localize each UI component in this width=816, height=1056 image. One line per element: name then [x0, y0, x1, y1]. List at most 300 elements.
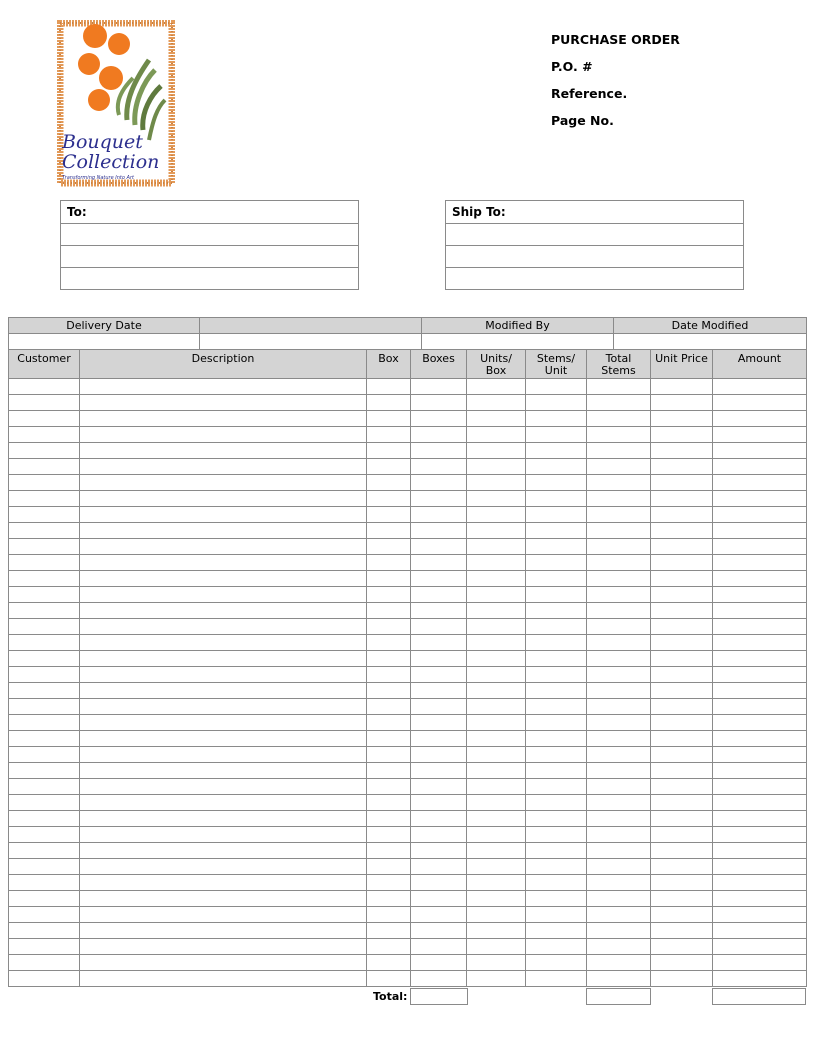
item-cell[interactable]	[367, 571, 411, 587]
item-cell[interactable]	[467, 555, 526, 571]
item-cell[interactable]	[651, 971, 713, 987]
item-cell[interactable]	[526, 491, 587, 507]
item-cell[interactable]	[467, 843, 526, 859]
item-cell[interactable]	[651, 747, 713, 763]
item-cell[interactable]	[411, 843, 467, 859]
item-cell[interactable]	[80, 955, 367, 971]
item-cell[interactable]	[411, 795, 467, 811]
item-cell[interactable]	[367, 539, 411, 555]
item-cell[interactable]	[80, 891, 367, 907]
item-cell[interactable]	[587, 539, 651, 555]
item-cell[interactable]	[9, 795, 80, 811]
item-cell[interactable]	[9, 827, 80, 843]
item-cell[interactable]	[367, 763, 411, 779]
item-cell[interactable]	[367, 619, 411, 635]
item-cell[interactable]	[713, 395, 807, 411]
item-cell[interactable]	[467, 507, 526, 523]
item-cell[interactable]	[9, 555, 80, 571]
item-cell[interactable]	[367, 715, 411, 731]
item-cell[interactable]	[587, 731, 651, 747]
item-cell[interactable]	[713, 491, 807, 507]
item-cell[interactable]	[411, 667, 467, 683]
item-cell[interactable]	[526, 827, 587, 843]
item-cell[interactable]	[411, 651, 467, 667]
item-cell[interactable]	[713, 763, 807, 779]
item-cell[interactable]	[411, 907, 467, 923]
item-cell[interactable]	[526, 443, 587, 459]
ship-to-address-line[interactable]	[446, 245, 743, 267]
item-cell[interactable]	[587, 795, 651, 811]
item-cell[interactable]	[367, 907, 411, 923]
item-cell[interactable]	[367, 491, 411, 507]
item-cell[interactable]	[526, 955, 587, 971]
item-cell[interactable]	[367, 955, 411, 971]
item-cell[interactable]	[651, 411, 713, 427]
item-cell[interactable]	[9, 763, 80, 779]
item-cell[interactable]	[9, 411, 80, 427]
item-cell[interactable]	[367, 795, 411, 811]
item-cell[interactable]	[80, 683, 367, 699]
modified-by-cell[interactable]	[422, 334, 614, 350]
item-cell[interactable]	[80, 651, 367, 667]
item-cell[interactable]	[467, 683, 526, 699]
item-cell[interactable]	[367, 635, 411, 651]
ship-to-address-line[interactable]	[446, 223, 743, 245]
item-cell[interactable]	[80, 475, 367, 491]
item-cell[interactable]	[9, 731, 80, 747]
item-cell[interactable]	[467, 699, 526, 715]
item-cell[interactable]	[651, 827, 713, 843]
item-cell[interactable]	[587, 683, 651, 699]
item-cell[interactable]	[367, 651, 411, 667]
item-cell[interactable]	[651, 587, 713, 603]
item-cell[interactable]	[411, 747, 467, 763]
item-cell[interactable]	[9, 779, 80, 795]
item-cell[interactable]	[651, 731, 713, 747]
item-cell[interactable]	[587, 939, 651, 955]
item-cell[interactable]	[411, 427, 467, 443]
item-cell[interactable]	[9, 923, 80, 939]
item-cell[interactable]	[467, 747, 526, 763]
item-cell[interactable]	[713, 475, 807, 491]
item-cell[interactable]	[526, 603, 587, 619]
item-cell[interactable]	[587, 523, 651, 539]
item-cell[interactable]	[80, 443, 367, 459]
item-cell[interactable]	[526, 779, 587, 795]
item-cell[interactable]	[713, 427, 807, 443]
item-cell[interactable]	[526, 731, 587, 747]
item-cell[interactable]	[713, 635, 807, 651]
item-cell[interactable]	[651, 491, 713, 507]
item-cell[interactable]	[367, 811, 411, 827]
item-cell[interactable]	[80, 555, 367, 571]
item-cell[interactable]	[367, 875, 411, 891]
item-cell[interactable]	[367, 971, 411, 987]
item-cell[interactable]	[651, 683, 713, 699]
to-address-line[interactable]	[61, 245, 358, 267]
item-cell[interactable]	[467, 779, 526, 795]
item-cell[interactable]	[367, 459, 411, 475]
item-cell[interactable]	[651, 523, 713, 539]
item-cell[interactable]	[651, 395, 713, 411]
item-cell[interactable]	[526, 747, 587, 763]
to-address-line[interactable]	[61, 267, 358, 289]
item-cell[interactable]	[713, 955, 807, 971]
item-cell[interactable]	[9, 699, 80, 715]
item-cell[interactable]	[587, 651, 651, 667]
item-cell[interactable]	[367, 843, 411, 859]
item-cell[interactable]	[526, 923, 587, 939]
item-cell[interactable]	[467, 923, 526, 939]
total-amount-field[interactable]	[712, 988, 806, 1005]
item-cell[interactable]	[367, 395, 411, 411]
item-cell[interactable]	[651, 619, 713, 635]
item-cell[interactable]	[80, 971, 367, 987]
item-cell[interactable]	[367, 939, 411, 955]
item-cell[interactable]	[526, 843, 587, 859]
item-cell[interactable]	[9, 651, 80, 667]
item-cell[interactable]	[526, 891, 587, 907]
item-cell[interactable]	[713, 811, 807, 827]
item-cell[interactable]	[367, 667, 411, 683]
item-cell[interactable]	[651, 843, 713, 859]
item-cell[interactable]	[367, 827, 411, 843]
item-cell[interactable]	[467, 795, 526, 811]
item-cell[interactable]	[467, 859, 526, 875]
item-cell[interactable]	[526, 699, 587, 715]
item-cell[interactable]	[526, 795, 587, 811]
item-cell[interactable]	[526, 379, 587, 395]
item-cell[interactable]	[651, 907, 713, 923]
item-cell[interactable]	[9, 939, 80, 955]
item-cell[interactable]	[526, 907, 587, 923]
item-cell[interactable]	[467, 475, 526, 491]
item-cell[interactable]	[367, 731, 411, 747]
item-cell[interactable]	[587, 843, 651, 859]
item-cell[interactable]	[713, 827, 807, 843]
item-cell[interactable]	[467, 875, 526, 891]
item-cell[interactable]	[80, 859, 367, 875]
item-cell[interactable]	[713, 683, 807, 699]
item-cell[interactable]	[526, 811, 587, 827]
item-cell[interactable]	[80, 795, 367, 811]
item-cell[interactable]	[467, 907, 526, 923]
item-cell[interactable]	[411, 939, 467, 955]
item-cell[interactable]	[713, 939, 807, 955]
item-cell[interactable]	[9, 843, 80, 859]
item-cell[interactable]	[587, 635, 651, 651]
item-cell[interactable]	[651, 651, 713, 667]
item-cell[interactable]	[411, 555, 467, 571]
item-cell[interactable]	[367, 379, 411, 395]
to-address-line[interactable]	[61, 223, 358, 245]
item-cell[interactable]	[367, 699, 411, 715]
item-cell[interactable]	[80, 379, 367, 395]
item-cell[interactable]	[651, 475, 713, 491]
item-cell[interactable]	[80, 747, 367, 763]
item-cell[interactable]	[80, 587, 367, 603]
item-cell[interactable]	[80, 395, 367, 411]
item-cell[interactable]	[367, 475, 411, 491]
item-cell[interactable]	[587, 763, 651, 779]
item-cell[interactable]	[411, 523, 467, 539]
item-cell[interactable]	[467, 571, 526, 587]
item-cell[interactable]	[713, 555, 807, 571]
item-cell[interactable]	[587, 715, 651, 731]
item-cell[interactable]	[80, 939, 367, 955]
item-cell[interactable]	[713, 539, 807, 555]
item-cell[interactable]	[651, 923, 713, 939]
item-cell[interactable]	[411, 811, 467, 827]
item-cell[interactable]	[651, 795, 713, 811]
item-cell[interactable]	[713, 875, 807, 891]
item-cell[interactable]	[9, 395, 80, 411]
item-cell[interactable]	[367, 859, 411, 875]
item-cell[interactable]	[651, 859, 713, 875]
item-cell[interactable]	[651, 603, 713, 619]
item-cell[interactable]	[80, 507, 367, 523]
item-cell[interactable]	[411, 715, 467, 731]
item-cell[interactable]	[467, 891, 526, 907]
item-cell[interactable]	[411, 475, 467, 491]
item-cell[interactable]	[587, 859, 651, 875]
item-cell[interactable]	[526, 683, 587, 699]
item-cell[interactable]	[526, 475, 587, 491]
item-cell[interactable]	[651, 555, 713, 571]
item-cell[interactable]	[713, 651, 807, 667]
item-cell[interactable]	[651, 571, 713, 587]
item-cell[interactable]	[367, 555, 411, 571]
item-cell[interactable]	[9, 971, 80, 987]
item-cell[interactable]	[526, 395, 587, 411]
item-cell[interactable]	[651, 939, 713, 955]
item-cell[interactable]	[411, 763, 467, 779]
item-cell[interactable]	[467, 395, 526, 411]
item-cell[interactable]	[9, 603, 80, 619]
item-cell[interactable]	[80, 699, 367, 715]
item-cell[interactable]	[9, 715, 80, 731]
item-cell[interactable]	[411, 603, 467, 619]
item-cell[interactable]	[713, 571, 807, 587]
item-cell[interactable]	[713, 459, 807, 475]
item-cell[interactable]	[411, 443, 467, 459]
item-cell[interactable]	[80, 907, 367, 923]
item-cell[interactable]	[467, 667, 526, 683]
item-cell[interactable]	[80, 763, 367, 779]
item-cell[interactable]	[411, 395, 467, 411]
item-cell[interactable]	[651, 699, 713, 715]
item-cell[interactable]	[411, 379, 467, 395]
item-cell[interactable]	[526, 555, 587, 571]
item-cell[interactable]	[713, 731, 807, 747]
item-cell[interactable]	[713, 603, 807, 619]
item-cell[interactable]	[411, 635, 467, 651]
item-cell[interactable]	[9, 571, 80, 587]
item-cell[interactable]	[713, 747, 807, 763]
item-cell[interactable]	[587, 907, 651, 923]
item-cell[interactable]	[467, 491, 526, 507]
item-cell[interactable]	[367, 683, 411, 699]
item-cell[interactable]	[713, 715, 807, 731]
item-cell[interactable]	[467, 603, 526, 619]
item-cell[interactable]	[9, 475, 80, 491]
item-cell[interactable]	[9, 907, 80, 923]
item-cell[interactable]	[467, 619, 526, 635]
item-cell[interactable]	[411, 731, 467, 747]
item-cell[interactable]	[367, 603, 411, 619]
item-cell[interactable]	[467, 651, 526, 667]
item-cell[interactable]	[587, 955, 651, 971]
item-cell[interactable]	[713, 923, 807, 939]
item-cell[interactable]	[526, 587, 587, 603]
item-cell[interactable]	[587, 619, 651, 635]
item-cell[interactable]	[411, 539, 467, 555]
item-cell[interactable]	[713, 699, 807, 715]
item-cell[interactable]	[587, 555, 651, 571]
item-cell[interactable]	[526, 523, 587, 539]
item-cell[interactable]	[526, 427, 587, 443]
item-cell[interactable]	[9, 955, 80, 971]
item-cell[interactable]	[651, 507, 713, 523]
item-cell[interactable]	[526, 411, 587, 427]
item-cell[interactable]	[80, 427, 367, 443]
item-cell[interactable]	[587, 507, 651, 523]
item-cell[interactable]	[467, 715, 526, 731]
item-cell[interactable]	[367, 507, 411, 523]
item-cell[interactable]	[587, 923, 651, 939]
item-cell[interactable]	[651, 955, 713, 971]
item-cell[interactable]	[9, 859, 80, 875]
item-cell[interactable]	[9, 619, 80, 635]
item-cell[interactable]	[651, 443, 713, 459]
item-cell[interactable]	[411, 459, 467, 475]
item-cell[interactable]	[587, 603, 651, 619]
item-cell[interactable]	[651, 427, 713, 443]
item-cell[interactable]	[9, 747, 80, 763]
item-cell[interactable]	[9, 539, 80, 555]
item-cell[interactable]	[467, 459, 526, 475]
item-cell[interactable]	[713, 523, 807, 539]
item-cell[interactable]	[587, 427, 651, 443]
delivery-date-cell[interactable]	[9, 334, 200, 350]
item-cell[interactable]	[9, 491, 80, 507]
item-cell[interactable]	[411, 411, 467, 427]
item-cell[interactable]	[80, 731, 367, 747]
delivery-extra-cell[interactable]	[200, 334, 422, 350]
item-cell[interactable]	[9, 507, 80, 523]
item-cell[interactable]	[367, 779, 411, 795]
delivery-date-value[interactable]	[200, 318, 422, 334]
item-cell[interactable]	[651, 779, 713, 795]
item-cell[interactable]	[587, 587, 651, 603]
item-cell[interactable]	[587, 827, 651, 843]
item-cell[interactable]	[411, 859, 467, 875]
item-cell[interactable]	[587, 875, 651, 891]
item-cell[interactable]	[411, 587, 467, 603]
item-cell[interactable]	[411, 971, 467, 987]
item-cell[interactable]	[587, 491, 651, 507]
item-cell[interactable]	[411, 619, 467, 635]
item-cell[interactable]	[526, 651, 587, 667]
item-cell[interactable]	[80, 843, 367, 859]
item-cell[interactable]	[411, 875, 467, 891]
item-cell[interactable]	[526, 635, 587, 651]
item-cell[interactable]	[9, 459, 80, 475]
item-cell[interactable]	[80, 715, 367, 731]
item-cell[interactable]	[411, 779, 467, 795]
item-cell[interactable]	[467, 955, 526, 971]
item-cell[interactable]	[526, 859, 587, 875]
item-cell[interactable]	[713, 587, 807, 603]
item-cell[interactable]	[467, 763, 526, 779]
item-cell[interactable]	[713, 779, 807, 795]
item-cell[interactable]	[587, 811, 651, 827]
item-cell[interactable]	[713, 379, 807, 395]
item-cell[interactable]	[587, 411, 651, 427]
item-cell[interactable]	[411, 491, 467, 507]
item-cell[interactable]	[587, 459, 651, 475]
item-cell[interactable]	[587, 475, 651, 491]
item-cell[interactable]	[526, 571, 587, 587]
item-cell[interactable]	[367, 443, 411, 459]
item-cell[interactable]	[80, 603, 367, 619]
item-cell[interactable]	[526, 539, 587, 555]
item-cell[interactable]	[651, 763, 713, 779]
item-cell[interactable]	[467, 811, 526, 827]
item-cell[interactable]	[9, 667, 80, 683]
item-cell[interactable]	[467, 379, 526, 395]
item-cell[interactable]	[80, 459, 367, 475]
item-cell[interactable]	[467, 411, 526, 427]
item-cell[interactable]	[367, 923, 411, 939]
item-cell[interactable]	[713, 891, 807, 907]
item-cell[interactable]	[80, 875, 367, 891]
item-cell[interactable]	[651, 715, 713, 731]
item-cell[interactable]	[713, 859, 807, 875]
date-modified-cell[interactable]	[614, 334, 807, 350]
item-cell[interactable]	[80, 539, 367, 555]
item-cell[interactable]	[713, 971, 807, 987]
item-cell[interactable]	[80, 779, 367, 795]
item-cell[interactable]	[467, 427, 526, 443]
item-cell[interactable]	[713, 507, 807, 523]
total-stems-field[interactable]	[586, 988, 651, 1005]
item-cell[interactable]	[587, 779, 651, 795]
item-cell[interactable]	[80, 491, 367, 507]
item-cell[interactable]	[80, 827, 367, 843]
item-cell[interactable]	[713, 907, 807, 923]
item-cell[interactable]	[467, 635, 526, 651]
item-cell[interactable]	[526, 715, 587, 731]
item-cell[interactable]	[9, 587, 80, 603]
item-cell[interactable]	[9, 683, 80, 699]
item-cell[interactable]	[367, 411, 411, 427]
ship-to-address-line[interactable]	[446, 267, 743, 289]
item-cell[interactable]	[9, 379, 80, 395]
item-cell[interactable]	[80, 619, 367, 635]
item-cell[interactable]	[526, 971, 587, 987]
item-cell[interactable]	[651, 635, 713, 651]
item-cell[interactable]	[587, 443, 651, 459]
item-cell[interactable]	[713, 443, 807, 459]
item-cell[interactable]	[713, 667, 807, 683]
item-cell[interactable]	[467, 731, 526, 747]
item-cell[interactable]	[80, 635, 367, 651]
item-cell[interactable]	[411, 891, 467, 907]
item-cell[interactable]	[713, 411, 807, 427]
item-cell[interactable]	[713, 843, 807, 859]
item-cell[interactable]	[9, 427, 80, 443]
